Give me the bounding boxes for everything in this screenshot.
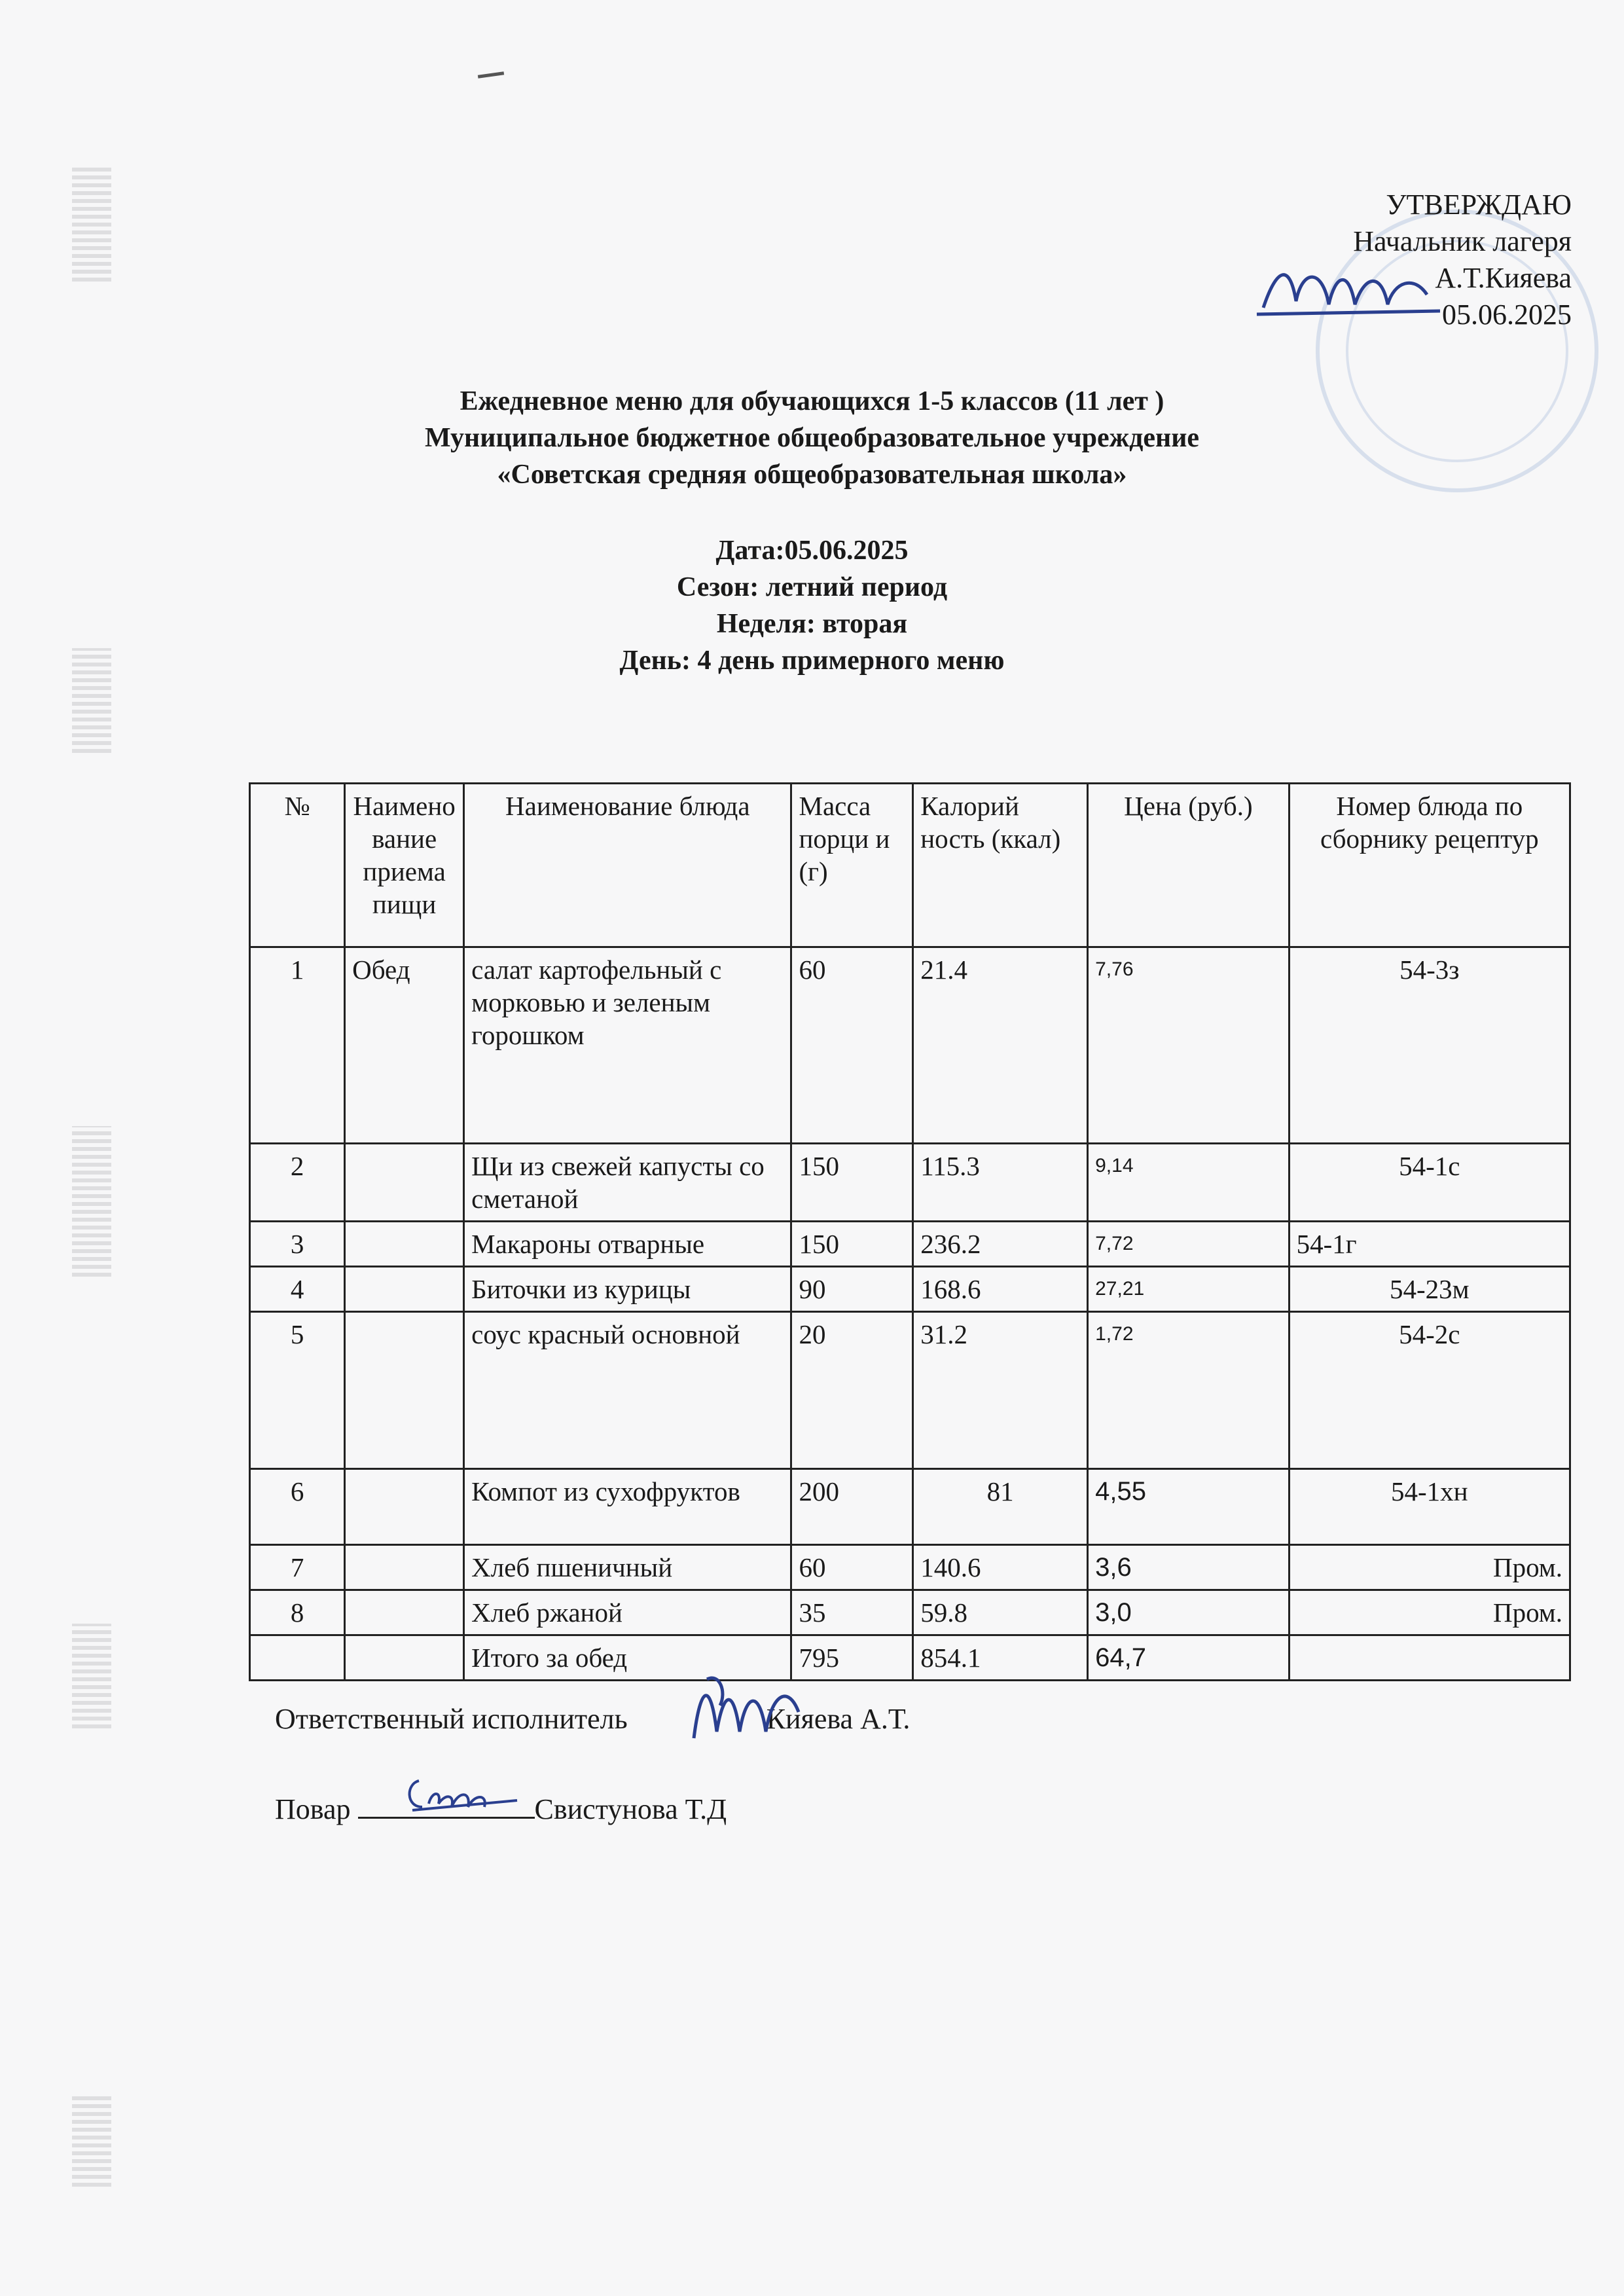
row-mass: 90	[791, 1267, 913, 1312]
row-no: 6	[250, 1469, 345, 1545]
row-dish-name: салат картофельный с морковью и зеленым горошком	[464, 947, 791, 1144]
approval-position: Начальник лагеря	[1353, 225, 1572, 257]
row-mass: 200	[791, 1469, 913, 1545]
row-price: 7,76	[1088, 947, 1290, 1144]
row-price: 1,72	[1088, 1312, 1290, 1469]
header-line1: Ежедневное меню для обучающихся 1-5 классов (11 лет )	[460, 386, 1164, 416]
row-price: 9,14	[1088, 1144, 1290, 1222]
total-code	[1289, 1635, 1570, 1681]
row-no: 3	[250, 1222, 345, 1267]
row-no: 5	[250, 1312, 345, 1469]
header-date: Дата:05.06.2025	[715, 536, 909, 566]
responsible-name: Кияева А.Т.	[766, 1703, 911, 1735]
total-price: 64,7	[1088, 1635, 1290, 1681]
row-meal	[345, 1144, 464, 1222]
row-mass: 60	[791, 947, 913, 1144]
row-no: 4	[250, 1267, 345, 1312]
row-calories: 21.4	[913, 947, 1088, 1144]
table-row	[250, 947, 1570, 1144]
row-no: 1	[250, 947, 345, 1144]
approval-signature	[1250, 242, 1447, 340]
col-meal: Наимено вание приема пищи	[345, 784, 464, 947]
col-recipe-code: Номер блюда по сборнику рецептур	[1289, 784, 1570, 947]
total-meal	[345, 1635, 464, 1681]
row-mass: 20	[791, 1312, 913, 1469]
row-calories: 236.2	[913, 1222, 1088, 1267]
total-label: Итого за обед	[464, 1635, 791, 1681]
row-no: 2	[250, 1144, 345, 1222]
row-calories: 168.6	[913, 1267, 1088, 1312]
header-week: Неделя: вторая	[716, 609, 908, 639]
row-price: 7,72	[1088, 1222, 1290, 1267]
responsible-signature-line	[275, 1702, 910, 1736]
scan-mark	[478, 71, 504, 79]
table-row	[250, 1590, 1570, 1635]
col-calories: Калорий ность (ккал)	[913, 784, 1088, 947]
approval-date: 05.06.2025	[1442, 299, 1572, 331]
responsible-label: Ответственный исполнитель	[275, 1703, 628, 1735]
table-row	[250, 1144, 1570, 1222]
table-row	[250, 1469, 1570, 1545]
menu-table	[249, 782, 1571, 1681]
row-recipe-code: 54-3з	[1289, 947, 1570, 1144]
row-meal	[345, 1222, 464, 1267]
row-mass: 60	[791, 1545, 913, 1590]
table-total-row	[250, 1635, 1570, 1681]
cook-signature	[399, 1768, 524, 1820]
total-no	[250, 1635, 345, 1681]
approval-name: А.Т.Кияева	[1435, 262, 1572, 294]
row-meal	[345, 1545, 464, 1590]
row-recipe-code: 54-1с	[1289, 1144, 1570, 1222]
approval-title: УТВЕРЖДАЮ	[1386, 189, 1572, 221]
col-no: №	[250, 784, 345, 947]
row-price: 3,0	[1088, 1590, 1290, 1635]
row-mass: 150	[791, 1222, 913, 1267]
row-calories: 81	[913, 1469, 1088, 1545]
col-mass: Масса порци и (г)	[791, 784, 913, 947]
responsible-signature	[681, 1666, 812, 1751]
row-price: 3,6	[1088, 1545, 1290, 1590]
row-dish-name: Хлеб пшеничный	[464, 1545, 791, 1590]
row-meal: Обед	[345, 947, 464, 1144]
row-price: 27,21	[1088, 1267, 1290, 1312]
row-dish-name: Макароны отварные	[464, 1222, 791, 1267]
col-price: Цена (руб.)	[1088, 784, 1290, 947]
row-calories: 31.2	[913, 1312, 1088, 1469]
table-header-row	[250, 784, 1570, 947]
row-calories: 59.8	[913, 1590, 1088, 1635]
row-meal	[345, 1312, 464, 1469]
row-recipe-code: 54-1г	[1289, 1222, 1570, 1267]
total-calories: 854.1	[913, 1635, 1088, 1681]
scan-artifact	[72, 1624, 111, 1728]
row-meal	[345, 1590, 464, 1635]
cook-label: Повар	[275, 1793, 351, 1825]
table-row	[250, 1222, 1570, 1267]
row-dish-name: соус красный основной	[464, 1312, 791, 1469]
row-meal	[345, 1469, 464, 1545]
row-dish-name: Хлеб ржаной	[464, 1590, 791, 1635]
scan-artifact	[72, 164, 111, 282]
header-line2: Муниципальное бюджетное общеобразовательное учреждение	[424, 423, 1200, 453]
row-recipe-code: 54-2с	[1289, 1312, 1570, 1469]
col-dish-name: Наименование блюда	[464, 784, 791, 947]
row-no: 8	[250, 1590, 345, 1635]
row-dish-name: Щи из свежей капусты со сметаной	[464, 1144, 791, 1222]
row-no: 7	[250, 1545, 345, 1590]
row-dish-name: Компот из сухофруктов	[464, 1469, 791, 1545]
scan-artifact	[72, 2095, 111, 2187]
table-row	[250, 1545, 1570, 1590]
row-dish-name: Биточки из курицы	[464, 1267, 791, 1312]
row-calories: 115.3	[913, 1144, 1088, 1222]
header-season: Сезон: летний период	[676, 572, 948, 602]
row-meal	[345, 1267, 464, 1312]
total-mass: 795	[791, 1635, 913, 1681]
row-mass: 35	[791, 1590, 913, 1635]
scan-artifact	[72, 1126, 111, 1277]
row-recipe-code: Пром.	[1289, 1590, 1570, 1635]
row-price: 4,55	[1088, 1469, 1290, 1545]
row-recipe-code: 54-1хн	[1289, 1469, 1570, 1545]
header-day: День: 4 день примерного меню	[619, 646, 1005, 676]
row-calories: 140.6	[913, 1545, 1088, 1590]
row-recipe-code: Пром.	[1289, 1545, 1570, 1590]
document-header	[0, 383, 1624, 679]
table-row	[250, 1312, 1570, 1469]
row-mass: 150	[791, 1144, 913, 1222]
header-line3: «Советская средняя общеобразовательная школа»	[497, 460, 1127, 490]
table-row	[250, 1267, 1570, 1312]
row-recipe-code: 54-23м	[1289, 1267, 1570, 1312]
cook-name: Свистунова Т.Д	[534, 1793, 727, 1825]
